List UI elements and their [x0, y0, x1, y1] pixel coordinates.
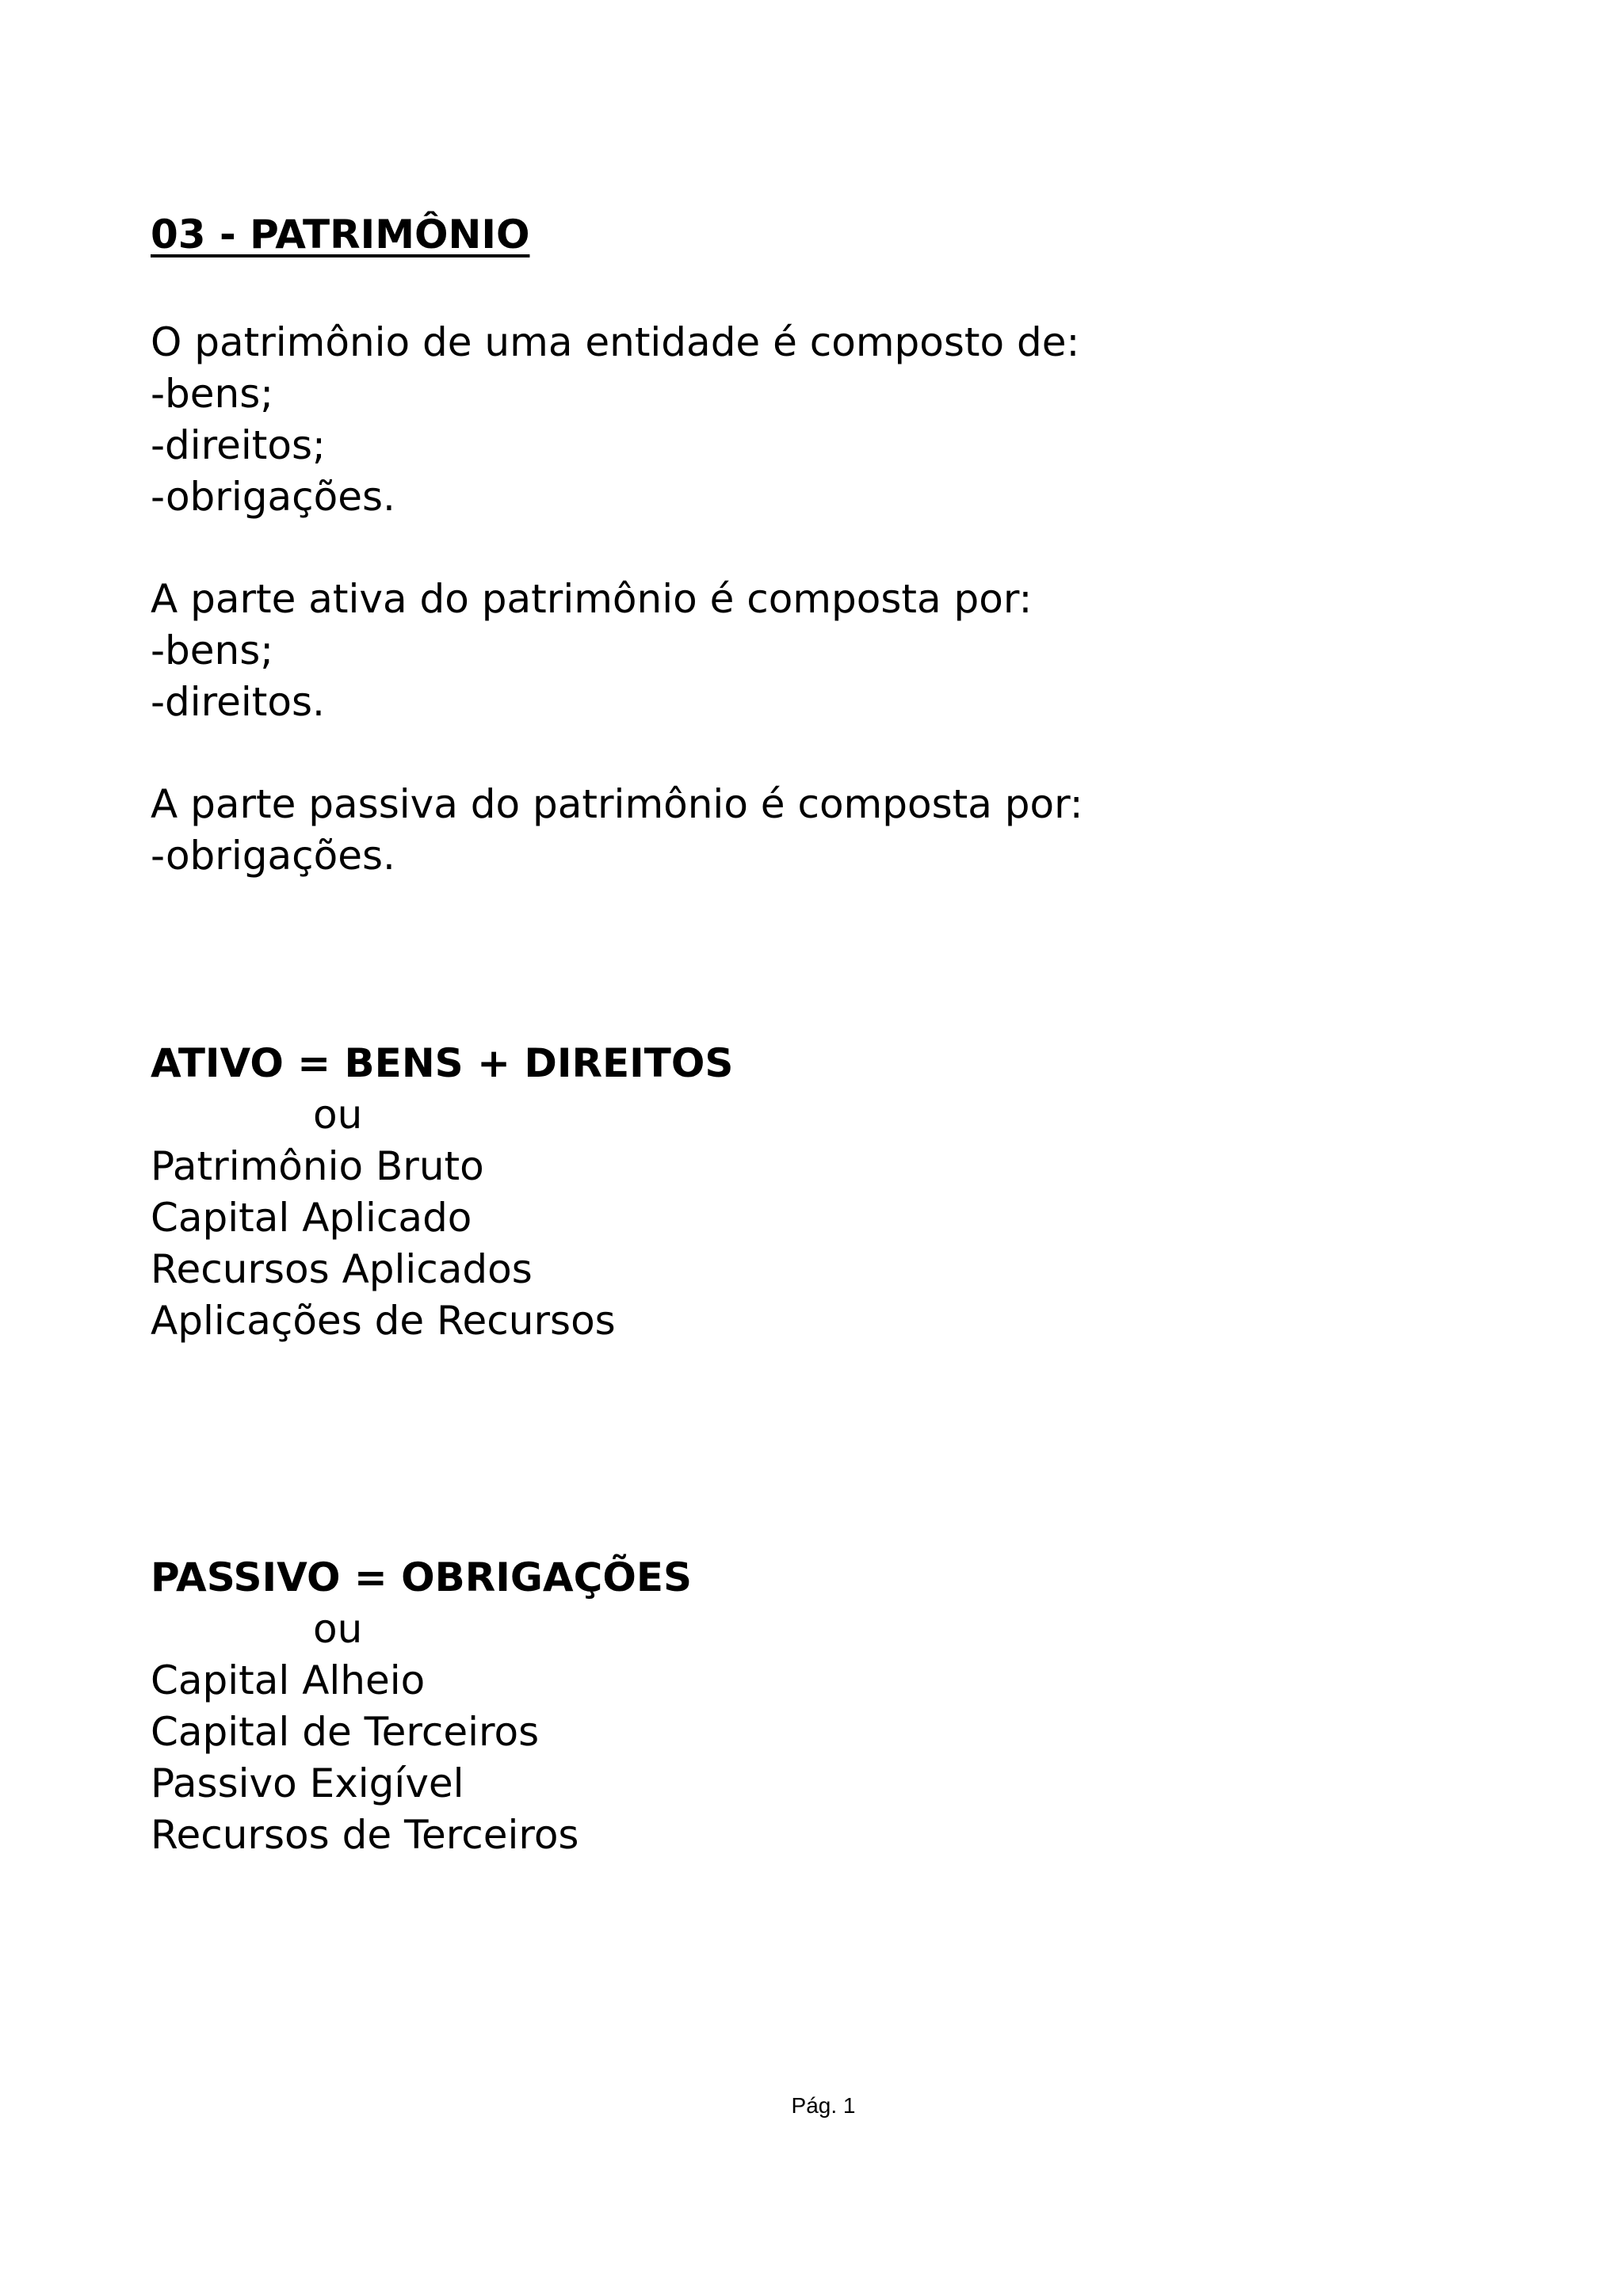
passive-part-intro: A parte passiva do patrimônio é composta por:: [151, 781, 1083, 827]
passivo-heading: PASSIVO = OBRIGAÇÕES: [151, 1554, 692, 1600]
page-title: 03 - PATRIMÔNIO: [151, 212, 530, 257]
active-part-item-direitos: -direitos.: [151, 679, 325, 725]
composition-section: [151, 317, 1079, 523]
composition-intro: O patrimônio de uma entidade é composto de:: [151, 319, 1080, 365]
passivo-synonym: Capital Alheio: [151, 1657, 426, 1703]
passivo-ou: ou: [313, 1606, 363, 1652]
passivo-section: [151, 1552, 692, 1861]
composition-item-obrigacoes: -obrigações.: [151, 474, 395, 520]
passive-part-item-obrigacoes: -obrigações.: [151, 833, 395, 879]
composition-item-bens: -bens;: [151, 371, 274, 417]
active-part-section: [151, 574, 1032, 728]
passivo-synonym: Recursos de Terceiros: [151, 1812, 579, 1858]
ativo-synonym: Patrimônio Bruto: [151, 1143, 484, 1189]
ativo-heading: ATIVO = BENS + DIREITOS: [151, 1040, 734, 1086]
ativo-ou: ou: [313, 1092, 363, 1138]
ativo-synonym: Aplicações de Recursos: [151, 1298, 616, 1344]
passivo-synonym: Passivo Exigível: [151, 1760, 464, 1806]
page-footer: [0, 2092, 1623, 2120]
ativo-synonym: Recursos Aplicados: [151, 1246, 533, 1292]
passive-part-section: [151, 779, 1083, 882]
active-part-intro: A parte ativa do patrimônio é composta por:: [151, 576, 1033, 622]
ativo-synonym: Capital Aplicado: [151, 1195, 472, 1241]
page-number: Pág. 1: [791, 2093, 856, 2118]
passivo-synonym: Capital de Terceiros: [151, 1709, 540, 1755]
ativo-section: [151, 1038, 733, 1347]
composition-item-direitos: -direitos;: [151, 422, 326, 468]
active-part-item-bens: -bens;: [151, 627, 274, 673]
